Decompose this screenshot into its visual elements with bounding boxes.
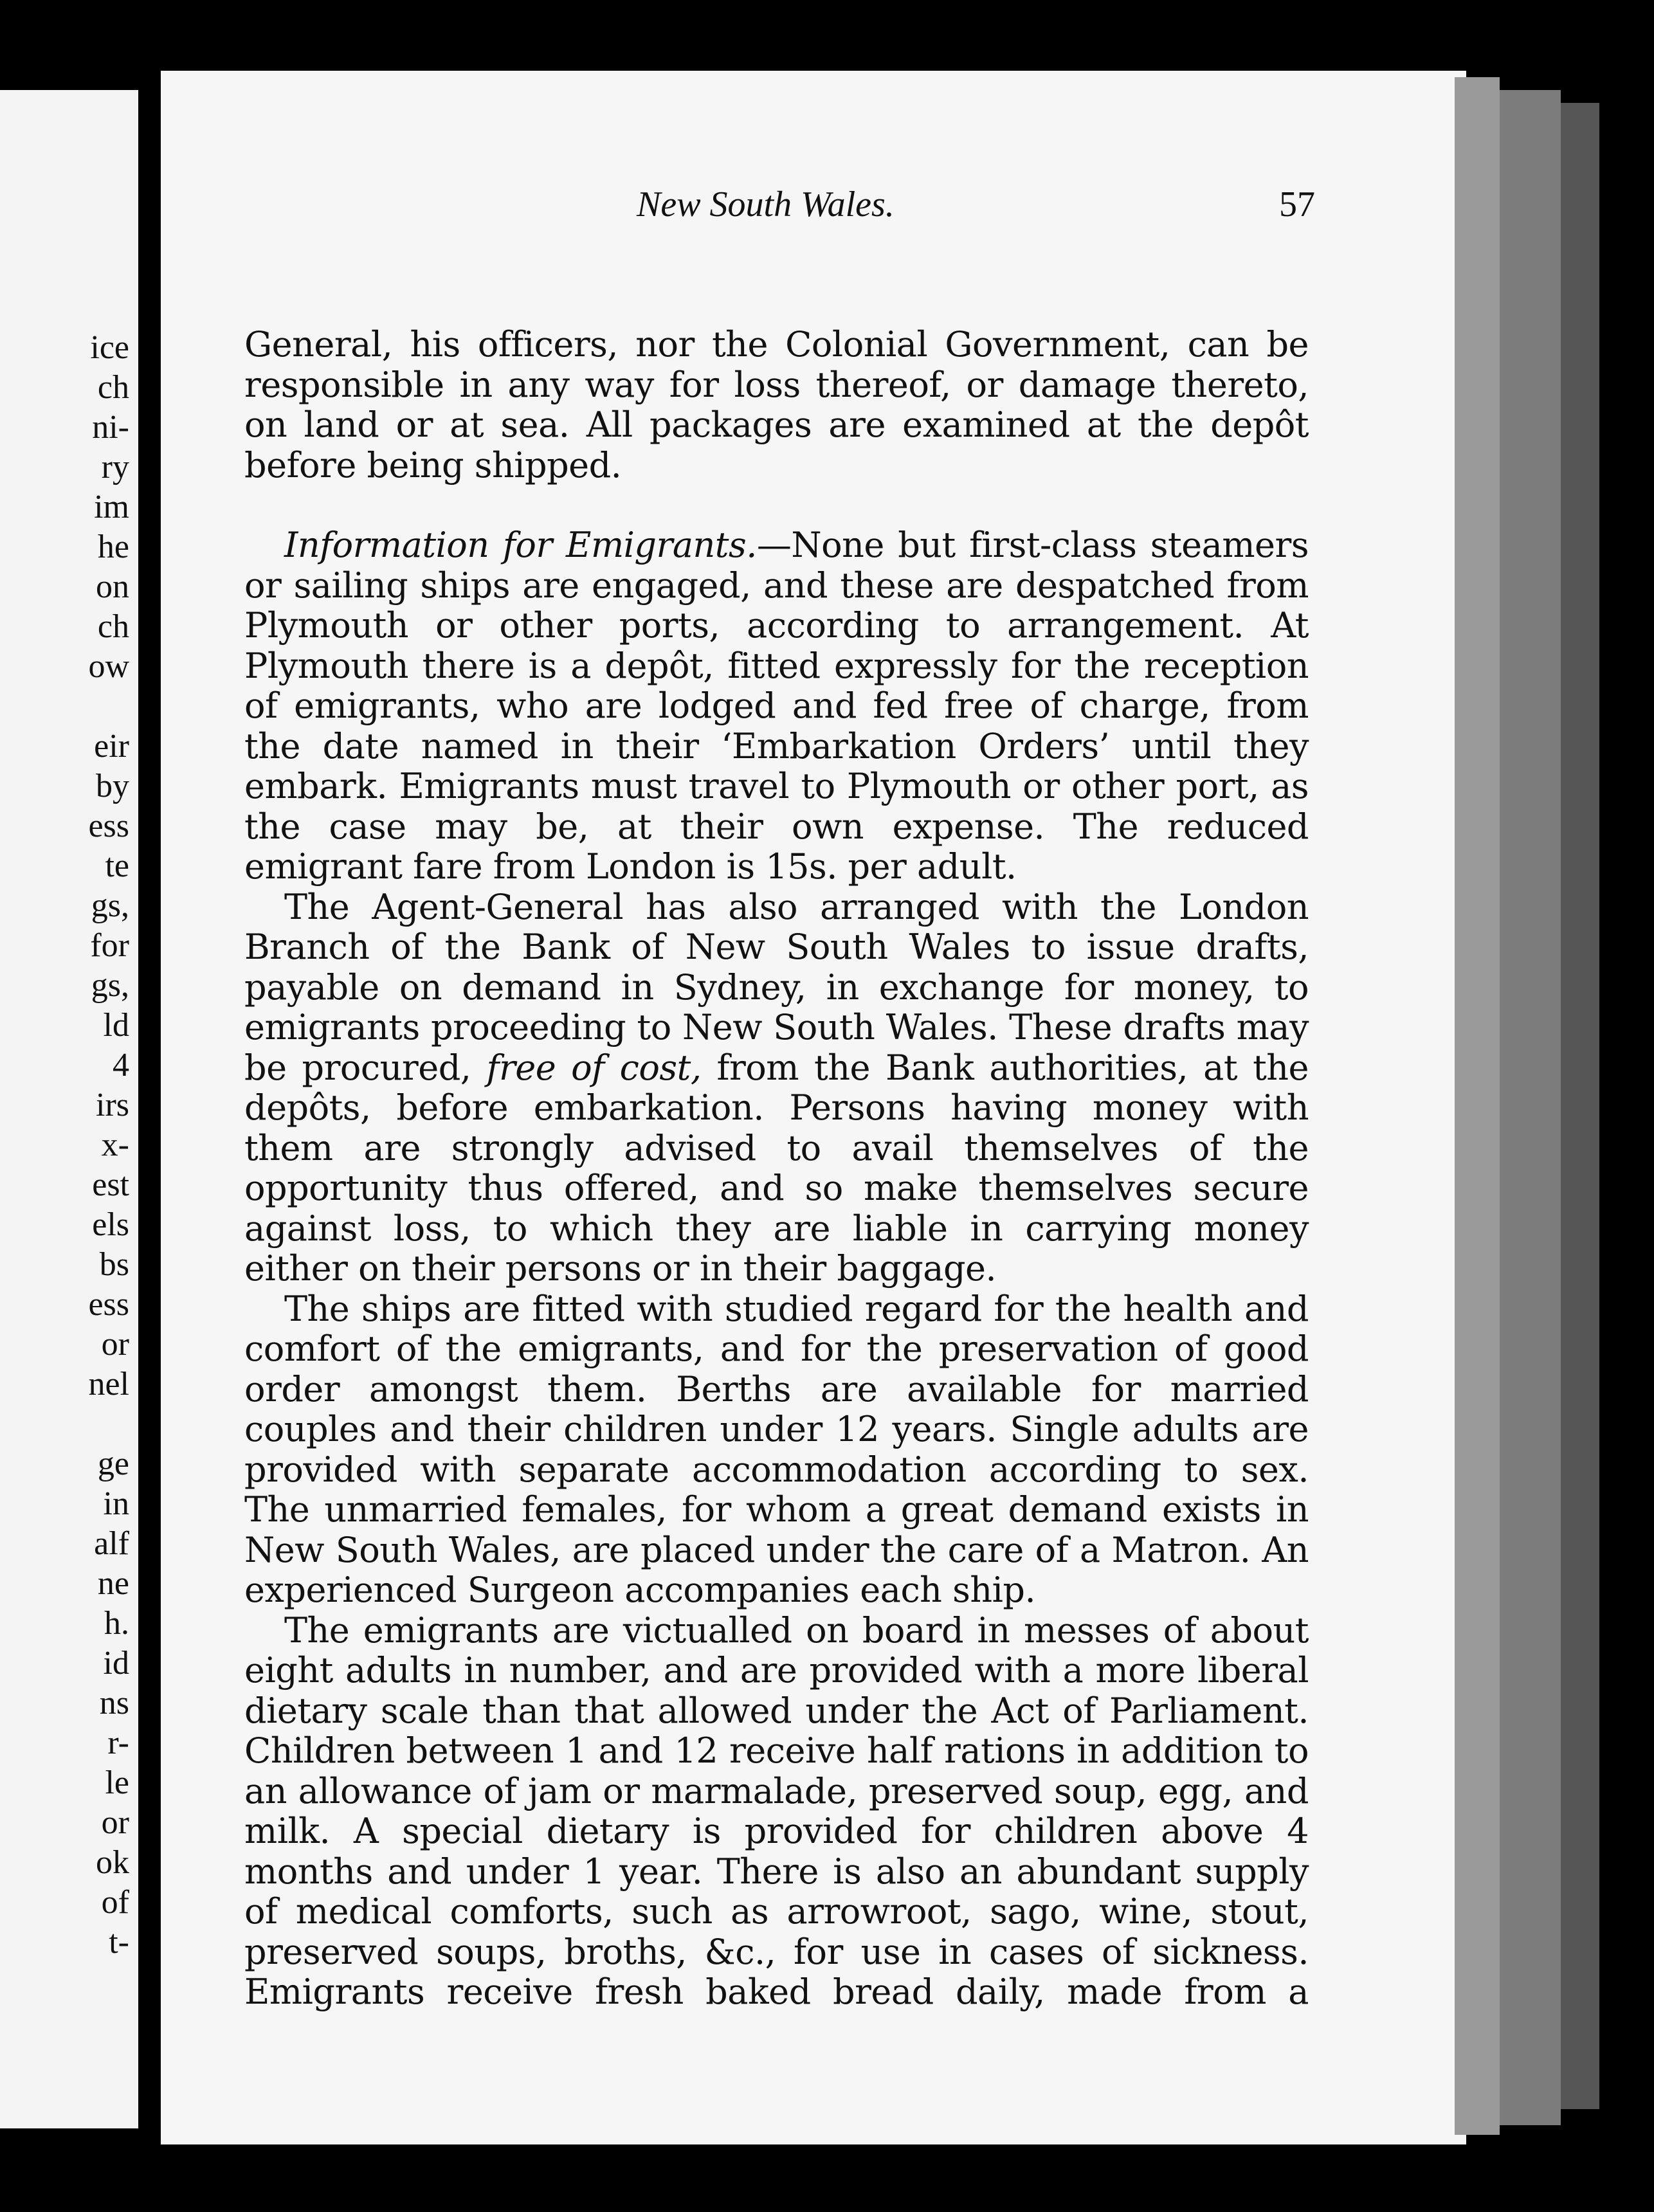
previous-page-line-fragment: eir xyxy=(94,728,129,765)
italic-phrase: free of cost, xyxy=(486,1047,702,1088)
previous-page-line-endings xyxy=(88,328,129,1963)
paragraph-text: General, his officers, nor the Colonial Government, can be responsible in any way for loss thereof, or damage thereto, on land or at sea. All packages are examined at the depôt before being shipped. xyxy=(244,324,1309,485)
previous-page-line-fragment: of xyxy=(101,1884,129,1921)
previous-page-line-fragment: gs, xyxy=(91,887,129,924)
previous-page-line-fragment: or xyxy=(101,1804,129,1841)
previous-page-line-fragment: ch xyxy=(97,369,129,406)
paragraph xyxy=(244,887,1309,1289)
running-header xyxy=(450,184,1315,235)
previous-page-line-fragment: irs xyxy=(96,1087,129,1123)
previous-page-fragment xyxy=(0,90,138,2128)
previous-page-line-fragment: ld xyxy=(103,1007,129,1044)
previous-page-line-fragment: ge xyxy=(97,1446,129,1482)
paragraph xyxy=(244,1611,1309,2013)
page-number: 57 xyxy=(1279,185,1315,224)
previous-page-line-fragment: in xyxy=(103,1485,129,1522)
previous-page-line-fragment xyxy=(88,1404,129,1444)
running-title: New South Wales. xyxy=(637,185,895,224)
previous-page-line-fragment: h. xyxy=(104,1605,129,1642)
previous-page-line-fragment xyxy=(88,687,129,727)
paragraph-text: from the Bank authorities, at the depôts, before embarkation. Persons having money with them are strongly advised to avail themselves of the opportunity thus offered, and so make themselves secure against loss, to which they are liable in carrying money either on their persons or in their baggage. xyxy=(244,1047,1309,1289)
section-lead-in: Information for Emigrants. xyxy=(284,525,757,565)
previous-page-line-fragment: ch xyxy=(97,608,129,645)
previous-page-line-fragment: ne xyxy=(97,1565,129,1602)
paragraph xyxy=(244,325,1309,485)
previous-page-line-fragment: ns xyxy=(99,1685,129,1721)
previous-page-line-fragment: r- xyxy=(107,1725,129,1761)
previous-page-line-fragment: bs xyxy=(99,1246,129,1283)
previous-page-line-fragment: ice xyxy=(90,329,129,366)
previous-page-line-fragment: 4 xyxy=(113,1047,129,1083)
page-body xyxy=(244,325,1309,2099)
book-page-edge xyxy=(1500,90,1561,2125)
paragraph-text: The Agent-General has also arranged with the London Branch of the Bank of New South Wales to issue drafts, payable on demand in Sydney, in exchange for money, to emigrants proceeding to New South Wales. These drafts may be procured, xyxy=(244,886,1309,1088)
previous-page-line-fragment: t- xyxy=(109,1924,129,1961)
paragraph-text: The ships are fitted with studied regard for the health and comfort of the emigrants, and for the preservation of good order amongst them. Berths are available for married couples and their children under 12 years. Single adults are provided with separate accommodation according to sex. The unmarried females, for whom a great demand exists in New South Wales, are placed under the care of a Matron. An experienced Surgeon accompanies each ship. xyxy=(244,1288,1309,1610)
previous-page-line-fragment: or xyxy=(101,1326,129,1363)
previous-page-line-fragment: by xyxy=(96,768,129,804)
previous-page-line-fragment: for xyxy=(90,927,129,964)
book-page-edge xyxy=(1561,103,1599,2109)
previous-page-line-fragment: els xyxy=(92,1206,129,1243)
previous-page-line-fragment: le xyxy=(105,1764,129,1801)
previous-page-line-fragment: gs, xyxy=(91,967,129,1004)
paragraph-text: The emigrants are victualled on board in messes of about eight adults in number, and are provided with a more liberal dietary scale than that allowed under the Act of Parliament. Children between 1 and 12 receive half rations in addition to an allowance of jam or marmalade, preserved soup, egg, and milk. A special dietary is provided for children above 4 months and under 1 year. There is also an abundant supply of medical comforts, such as arrowroot, sago, wine, stout, preserved soups, broths, &c., for use in cases of sickness. Emigrants receive fresh baked bread daily, made from a xyxy=(244,1609,1309,2012)
book-page-edge xyxy=(1455,77,1500,2135)
previous-page-line-fragment: im xyxy=(94,489,129,525)
previous-page-line-fragment: ess xyxy=(88,1286,129,1323)
previous-page-line-fragment: ow xyxy=(88,648,129,685)
previous-page-line-fragment: te xyxy=(105,848,129,884)
previous-page-line-fragment: he xyxy=(97,529,129,565)
previous-page-line-fragment: ry xyxy=(101,449,129,485)
previous-page-line-fragment: ok xyxy=(96,1844,129,1881)
previous-page-line-fragment: id xyxy=(103,1645,129,1682)
previous-page-line-fragment: ni- xyxy=(92,409,129,446)
previous-page-line-fragment: alf xyxy=(94,1525,129,1562)
paragraph xyxy=(244,1289,1309,1611)
previous-page-line-fragment: x- xyxy=(101,1127,129,1163)
paragraph-text: —None but first-class steamers or sailing ships are engaged, and these are despatched from Plymouth or other ports, according to arrangement. At Plymouth there is a depôt, fitted expressly for the reception of emigrants, who are lodged and fed free of charge, from the date named in their ‘Embarkation Orders’ until they embark. Emigrants must travel to Plymouth or other port, as the case may be, at their own expense. The reduced emigrant fare from London is 15s. per adult. xyxy=(244,525,1309,887)
paragraph xyxy=(244,525,1309,887)
previous-page-line-fragment: ess xyxy=(88,808,129,844)
previous-page-line-fragment: on xyxy=(96,568,129,605)
previous-page-line-fragment: nel xyxy=(88,1366,129,1402)
previous-page-line-fragment: est xyxy=(92,1166,129,1203)
